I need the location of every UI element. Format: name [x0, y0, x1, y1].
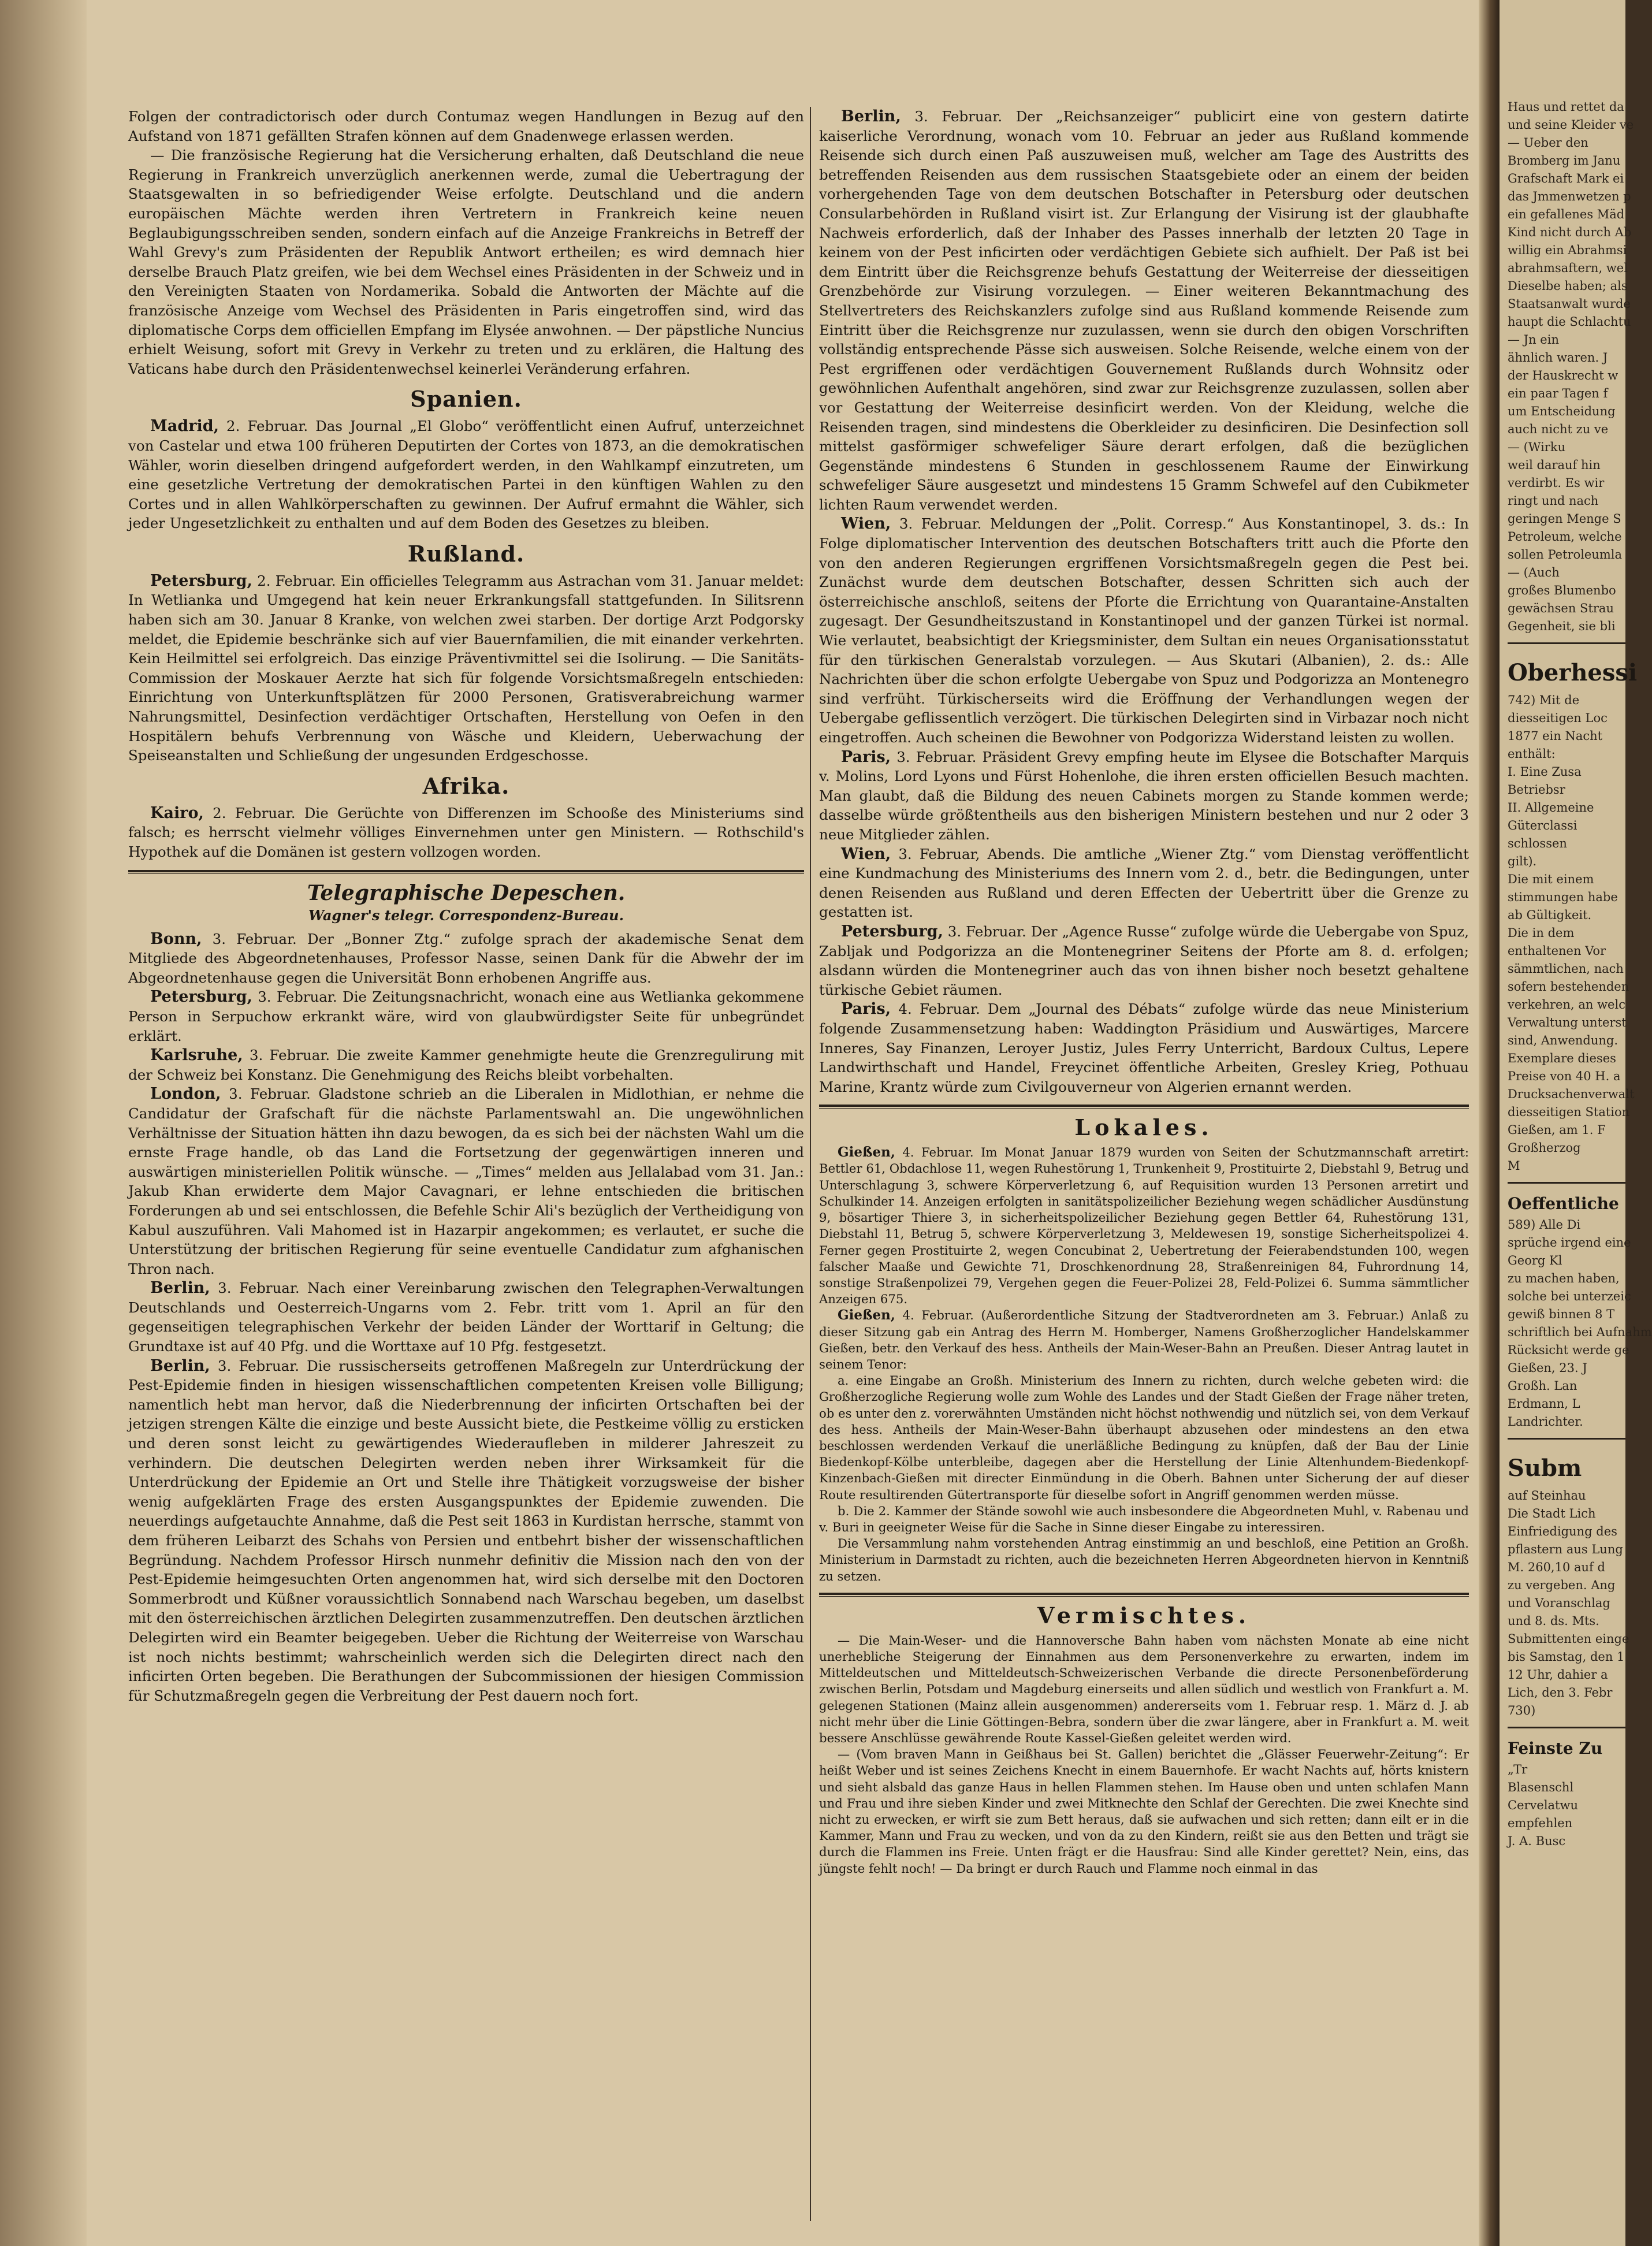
dateline-place: Wien, — [841, 515, 891, 533]
adjacent-text-line: Die in dem — [1508, 926, 1575, 940]
news-article — [128, 987, 804, 1046]
article-text: 4. Februar. Im Monat Januar 1879 wurden von Seiten der Schutzmannschaft arretirt: Bettler 61, Obdachlose 11, wegen Ruhestörung 1, Trunkenheit 9, Prostituirte 2, Diebstahl 9, Betrug und Unterschlagung 3, schwere Körperverletzung 6, auf Requisition wurden 13 Personen arretirt und Schulkinder 14. Anzeigen erfolgten in sanitätspolizeilicher Beziehung wegen schädlicher Ausdünstung 9, bösartiger Thiere 3, in sicherheitspolizeilicher Beziehung gegen Bettler 64, Ruhestörung 131, Diebstahl 11, Betrug 5, schwere Körperverletzung 3, Meldewesen 19, sonstige Sicherheitspolizei 4. Ferner gegen Prostituirte 2, wegen Concubinat 2, Uebertretung der Feierabendstunden 100, wegen falscher Maaße und Gewichte 71, Droschkenordnung 28, Straßenreinigen 84, Fuhrordnung 14, sonstige Straßenpolizei 79, Vergehen gegen die Feuer-Polizei 28, Feld-Polizei 6. Summa sämmtlicher Anzeigen 675. — [819, 1145, 1469, 1307]
adjacent-text-line: schlossen — [1508, 836, 1567, 850]
news-article — [819, 922, 1469, 999]
adjacent-text-line: M — [1508, 1159, 1520, 1173]
adjacent-text-line: und Voranschlag — [1508, 1596, 1610, 1610]
local-news-paragraph — [819, 1307, 1469, 1373]
news-article — [128, 1084, 804, 1278]
adjacent-text-line: Gießen, am 1. F — [1508, 1123, 1606, 1137]
news-article — [128, 929, 804, 988]
adjacent-text-line: Die mit einem — [1508, 872, 1594, 886]
adjacent-text-line: pflastern aus Lung — [1508, 1542, 1623, 1556]
intro-paragraphs — [128, 107, 804, 378]
spain-articles — [128, 417, 804, 533]
adjacent-text-line: Rücksicht werde ge — [1508, 1343, 1629, 1357]
adjacent-page-text — [1508, 98, 1634, 635]
adjacent-text-line: enthält: — [1508, 747, 1556, 761]
adjacent-text-line: Kind nicht durch Ab — [1508, 225, 1632, 239]
telegram-articles — [128, 929, 804, 1706]
article-text: 2. Februar. Ein officielles Telegramm aus Astrachan vom 31. Januar meldet: In Wetlianka und Umgegend hat kein neuer Erkrankungsfall stattgefunden. In Silitsrenn haben sich am 30. Januar 8 Kranke, von welchen zwei starben. Der dortige Arzt Podgorsky meldet, die Epidemie beschränke sich auf vier Bauernfamilien, die mit einander verkehrten. Kein Heilmittel sei erfolgreich. Das einzige Präventivmittel sei die Isolirung. — Die Sanitäts-Commission der Moskauer Aerzte hat sich für folgende Vorsichtsmaßregeln entschieden: Einrichtung von Unterkunftsplätzen für 2000 Personen, Gratisverabreichung warmer Nahrungsmittel, Desinfection verdächtiger Ortschaften, Herstellung von Oefen in den Hospitälern behufs Verbrennung von Wäsche und Kleidern, Ueberwachung der Speiseanstalten und Schließung der ungesunden Erdgeschosse. — [128, 572, 804, 764]
left-column — [128, 107, 804, 2221]
article-text: 3. Februar. Meldungen der „Polit. Corresp.“ Aus Konstantinopel, 3. ds.: In Folge diplomatischer Intervention des deutschen Botschafters tritt auch die Pforte den von den anderen Regierungen ergriffenen Vorsichtsmaßregeln gegen die Pest bei. Zunächst wurde dem deutschen Botschafter, dessen Schritten sich auch der österreichische anschloß, seitens der Pforte die Errichtung von Quarantaine-Anstalten zugesagt. Der Gesundheitszustand in Konstantinopel und der ganzen Türkei ist normal. Wie verlautet, beabsichtigt der Kriegsminister, dem Sultan ein neues Organisationsstatut für den türkischen Generalstab vorzulegen. — Aus Skutari (Albanien), 2. ds.: Alle Nachrichten über die schon erfolgte Uebergabe von Spuz und Podgorizza an Montenegro sind verfrüht. Türkischerseits wird die Eröffnung der Verhandlungen wegen der Uebergabe geflissentlich verzögert. Die türkischen Delegirten sind in Virbazar noch nicht eingetroffen. Auch scheinen die Bewohner von Podgorizza Widerstand leisten zu wollen. — [819, 515, 1469, 746]
adjacent-text-line: Submittenten einge — [1508, 1632, 1629, 1646]
adjacent-text-line: solche bei unterzeic — [1508, 1289, 1631, 1303]
adjacent-text-line: diesseitigen Loc — [1508, 711, 1608, 725]
news-article — [128, 571, 804, 765]
dateline-place: Karlsruhe, — [150, 1046, 243, 1065]
adjacent-text-line: Georg Kl — [1508, 1254, 1562, 1267]
section-title-telegrams: Telegraphische Depeschen. — [307, 880, 626, 905]
dateline-place: Madrid, — [150, 417, 219, 436]
section-title-lokales: Lokales. — [1074, 1114, 1214, 1141]
adjacent-text-line: gewächsen Strau — [1508, 601, 1614, 615]
adjacent-text-line: ringt und nach — [1508, 494, 1599, 508]
adjacent-text-line: Güterclassi — [1508, 819, 1577, 832]
dateline-place: London, — [150, 1085, 221, 1103]
adjacent-text-line: ab Gültigkeit. — [1508, 908, 1592, 922]
adjacent-text-line: Einfriedigung des — [1508, 1524, 1617, 1538]
book-gutter — [1479, 0, 1500, 2246]
adjacent-text-line: um Entscheidung — [1508, 404, 1616, 418]
article-text: a. eine Eingabe an Großh. Ministerium des Innern zu richten, durch welche gebeten wird: die Großherzogliche Regierung wolle zum Wohle des Landes und der Stadt Gießen der Frage näher treten, ob es unter den z. vorerwähnten Umständen nicht höchst nothwendig und nützlich sei, von dem Verkauf des hess. Antheils der Main-Weser-Bahn überhaupt abzusehen oder mindestens an den etwa beschlossen werdenden Verkauf die unerläßliche Bedingung zu knüpfen, daß der Bau der Linie Biedenkopf-Kölbe unterbleibe, dagegen aber die Herstellung der Linie Altenhundem-Biedenkopf-Kinzenbach-Gießen mit directer Einmündung in die Oberh. Bahnen unter Sicherung der auf dieser Route resultirenden Gütertransporte für dieselbe sofort in Angriff genommen werden müsse. — [819, 1373, 1469, 1502]
adjacent-text-line: Preise von 40 H. a — [1508, 1069, 1621, 1083]
dateline-place: Bonn, — [150, 929, 202, 948]
dateline-place: Berlin, — [150, 1279, 210, 1297]
adjacent-text-line: Verwaltung unterst — [1508, 1016, 1627, 1029]
article-text: 3. Februar. Die Zeitungsnachricht, wonach eine aus Wetlianka gekommene Person in Serpuchow erkrankt wäre, wird von glaubwürdigster Seite für unbegründet erklärt. — [128, 988, 804, 1044]
adjacent-text-line: Blasenschl — [1508, 1780, 1574, 1794]
adjacent-text-line: I. Eine Zusa — [1508, 765, 1582, 779]
adjacent-text-line: „Tr — [1508, 1762, 1528, 1776]
adjacent-text-line: abrahmsaftern, wel — [1508, 261, 1628, 275]
dateline-place: Berlin, — [841, 107, 901, 125]
adjacent-text-line: — Jn ein — [1508, 333, 1559, 347]
section-rule — [128, 870, 804, 872]
section-rule-thin — [128, 873, 804, 874]
dateline-place: Petersburg, — [150, 988, 252, 1006]
adjacent-text-line: 742) Mit de — [1508, 693, 1580, 707]
news-article — [819, 748, 1469, 845]
article-text: 2. Februar. Die Gerüchte von Differenzen im Schooße des Ministeriums sind falsch; es herrscht vielmehr völliges Einvernehmen unter gen Ministern. — Rothschild's Hypothek auf die Domänen ist gestern vollzogen worden. — [128, 804, 804, 860]
news-article — [128, 1356, 804, 1706]
article-text: 3. Februar. Nach einer Vereinbarung zwischen den Telegraphen-Verwaltungen Deutschlands und Oesterreich-Ungarns vom 2. Febr. tritt vom 1. April an für den gegenseitigen telegraphischen Verkehr der beiden Länder der Worttarif in Geltung; die Grundtaxe ist auf 40 Pfg. und die Worttaxe auf 10 Pfg. festgesetzt. — [128, 1280, 804, 1355]
news-article — [819, 514, 1469, 747]
page-binding-shadow — [0, 0, 87, 2246]
adjacent-text-line: — (Auch — [1508, 566, 1560, 579]
dateline-place: Petersburg, — [150, 571, 252, 590]
adjacent-text-line: Staatsanwalt wurde — [1508, 297, 1631, 311]
adjacent-text-line: und 8. ds. Mts. — [1508, 1614, 1599, 1628]
adjacent-text-line: ähnlich waren. J — [1508, 351, 1608, 365]
adjacent-text-line: Petroleum, welche — [1508, 530, 1622, 544]
miscellany-paragraph — [819, 1633, 1469, 1746]
adjacent-text-line: — Ueber den — [1508, 136, 1588, 150]
article-text: — Die Main-Weser- und die Hannoversche Bahn haben vom nächsten Monate ab eine nicht unerhebliche Steigerung der Einnahmen aus dem Personenverkehre zu erwarten, indem im Mitteldeutschen und Mitteldeutsch-Schweizerischen Verbande die directe Personenbeförderung zwischen Berlin, Potsdam und Magdeburg einerseits und allen südlich und westlich von Frankfurt a. M. gelegenen Stationen (Mainz allein ausgenommen) andererseits vom 1. Februar resp. 1. März d. J. ab nicht mehr über die Linie Göttingen-Bebra, sondern über die zwar längere, aber in Frankfurt a. M. weit bessere Anschlüsse gewährende Route Kassel-Gießen geleitet werden wird. — [819, 1633, 1469, 1745]
section-title-africa: Afrika. — [422, 772, 510, 799]
adjacent-page-fragment — [1500, 0, 1652, 2246]
adjacent-heading-oeffentliche: Oeffentliche — [1508, 1194, 1619, 1213]
dateline-place: Paris, — [841, 748, 891, 766]
dateline-place: Paris, — [841, 1000, 891, 1018]
local-news-paragraph — [819, 1503, 1469, 1535]
adjacent-text-line: Großh. Lan — [1508, 1379, 1577, 1393]
article-text: 3. Februar. Der „Agence Russe“ zufolge würde die Uebergabe von Spuz, Zabljak und Podgorizza an die Montenegriner Seitens der Pforte am 8. d. erfolgen; alsdann würden die Montenegriner auch das von ihnen bisher noch besetzt gehaltene türkische Gebiet räumen. — [819, 923, 1469, 998]
adjacent-text-line: Dieselbe haben; als — [1508, 279, 1628, 293]
dateline-place: Petersburg, — [841, 922, 943, 940]
local-news-paragraph — [819, 1373, 1469, 1503]
adjacent-text-line: geringen Menge S — [1508, 512, 1621, 526]
adjacent-notice-lines — [1508, 1487, 1629, 1720]
adjacent-text-line: 730) — [1508, 1704, 1536, 1717]
adjacent-text-line: sofern bestehenden — [1508, 980, 1629, 994]
adjacent-heading-advert: Feinste Zu — [1508, 1739, 1603, 1758]
right-column — [819, 107, 1469, 2221]
adjacent-text-line: 1877 ein Nacht — [1508, 729, 1603, 743]
news-article — [819, 107, 1469, 514]
adjacent-text-line: großes Blumenbo — [1508, 583, 1616, 597]
adjacent-text-line: auf Steinhau — [1508, 1489, 1586, 1503]
adjacent-text-line: Drucksachenverwalt — [1508, 1087, 1635, 1101]
dateline-place: Kairo, — [150, 804, 204, 822]
section-rule — [819, 1105, 1469, 1107]
adjacent-text-line: bis Samstag, den 1 — [1508, 1650, 1625, 1664]
adjacent-text-line: Betriebsr — [1508, 783, 1565, 797]
right-column-articles — [819, 107, 1469, 1096]
adjacent-heading-oberhessische: Oberhessi — [1508, 659, 1638, 686]
adjacent-text-line: M. 260,10 auf d — [1508, 1560, 1605, 1574]
local-news-paragraph — [819, 1144, 1469, 1307]
adjacent-text-line: enthaltenen Vor — [1508, 944, 1606, 958]
adjacent-text-line: zu machen haben, — [1508, 1271, 1620, 1285]
article-text: — (Vom braven Mann in Geißhaus bei St. Gallen) berichtet die „Glässer Feuerwehr-Zeitung“: Er heißt Weber und ist seines Zeichens Knecht in einem Bauernhofe. Er wacht Nachts auf, hörts knistern und sieht alsbald das ganze Haus in hellen Flammen stehen. Im Hause oben und unten schlafen Mann und Frau und ihre sieben Kinder und zwei Mitknechte den Schlaf der Gerechten. Die zwei Knechte sind nicht zu erwecken, er wirft sie zum Bett heraus, daß sie aufwachen und sich retten; dann eilt er in die Kammer, Mann und Frau zu wecken, und von da zu den Kindern, reißt sie aus den Betten und trägt sie durch die Flammen ins Freie. Unten frägt er die Hausfrau: Sind alle Kinder gerettet? Nein, eins, das jüngste fehlt noch! — Da bringt er durch Rauch und Flamme noch einmal in das — [819, 1747, 1469, 1876]
article-text: Die Versammlung nahm vorstehenden Antrag einstimmig an und beschloß, eine Petition an Großh. Ministerium in Darmstadt zu richten, auch die bezeichneten Herren Abgeordneten hiervon in Kenntniß zu setzen. — [819, 1536, 1469, 1583]
section-rule — [819, 1593, 1469, 1595]
article-text: 3. Februar. Der „Bonner Ztg.“ zufolge sprach der akademische Senat dem Mitgliede des Abgeordnetenhauses, Professor Nasse, seinen Dank für die Abwehr der im Abgeordnetenhause gegen die Universität Bonn erhobenen Angriffe aus. — [128, 930, 804, 986]
dateline-place: Wien, — [841, 845, 891, 863]
article-paragraph: — Die französische Regierung hat die Versicherung erhalten, daß Deutschland die neue Regierung in Frankreich unverzüglich anerkennen werde, zumal die Uebertragung der Staatsgewalten in so befriedigender Weise erfolgte. Deutschland und die andern europäischen Mächte werden ihren Vertretern in Frankreich keine neuen Beglaubigungsschreiben senden, sondern einfach auf die Anzeige Frankreichs in Betreff der Wahl Grevy's zum Präsidenten der Republik Antwort ertheilen; es wird demnach hier derselbe Brauch Platz greifen, wie bei dem Wechsel eines Präsidenten in der Schweiz und in den Vereinigten Staaten von Nordamerika. Sobald die Antworten der Mächte auf die französische Anzeige vom Wechsel des Präsidenten in Paris eingetroffen sind, wird das diplomatische Corps dem officiellen Empfang im Elysée anwohnen. — Der päpstliche Nuncius erhielt Weisung, sofort mit Grevy in Verkehr zu treten und zu erklären, die Haltung des Vaticans habe durch den Präsidentenwechsel keinerlei Veränderung erfahren. — [128, 147, 804, 377]
adjacent-text-line: zu vergeben. Ang — [1508, 1578, 1616, 1592]
news-article — [128, 1278, 804, 1356]
adjacent-text-line: 12 Uhr, dahier a — [1508, 1668, 1608, 1682]
adjacent-text-line: haupt die Schlachtu — [1508, 315, 1631, 329]
adjacent-text-line: verkehren, an welc — [1508, 998, 1625, 1012]
article-text: 3. Februar. Der „Reichsanzeiger“ publicirt eine von gestern datirte kaiserliche Verordnung, wonach vom 10. Februar an jeder aus Rußland kommende Reisende sich durch einen Paß auszuweisen muß, welcher am Tage des Austritts des betreffenden Reisenden aus dem russischen Staatsgebiete oder an einem der beiden vorhergehenden Tage von dem deutschen Botschafter in Petersburg oder deutschen Consularbehörden in Rußland visirt ist. Zur Erlangung der Visirung ist der glaubhafte Nachweis erforderlich, daß der Inhaber des Passes innerhalb der letzten 20 Tage in keinem von der Pest inficirten oder verdächtigen Gebiete sich aufhielt. Der Paß ist bei dem Eintritt über die Reichsgrenze behufs Gestattung der Weiterreise der diesseitigen Grenzbehörde zur Visirung vorzulegen. — Einer weiteren Bekanntmachung des Stellvertreters des Reichskanzlers zufolge sind aus Rußland kommende Reisende zum Eintritt über die Reichsgrenze nur zuzulassen, wenn sie durch den obigen Vorschriften vollständig entsprechende Pässe sich ausweisen. Solche Reisende, welche einem von der Pest ergriffenen oder verdächtigen Gouvernement Rußlands durch Wohnsitz oder gewöhnlichen Aufenthalt angehören, sind zwar zur Reichsgrenze zuzulassen, sollen aber vor Gestattung der Weiterreise desinficirt werden. Von der Kleidung, welche die Reisenden tragen, sind mindestens die Oberkleider zu desinficiren. Die Desinfection soll mittelst gasförmiger schwefeliger Säure derart erfolgen, daß die bezüglichen Gegenstände mindestens 6 Stunden in geschlossenem Raume der Einwirkung schwefeliger Säure ausgesetzt und mindestens 15 Gramm Schwefel auf den Cubikmeter lichten Raum verwendet werden. — [819, 108, 1469, 513]
section-title-vermischtes: Vermischtes. — [1037, 1602, 1251, 1628]
adjacent-text-line: 589) Alle Di — [1508, 1218, 1581, 1232]
adjacent-text-line: empfehlen — [1508, 1816, 1573, 1830]
news-article — [819, 999, 1469, 1096]
adjacent-text-line: Haus und rettet da — [1508, 100, 1624, 114]
adjacent-text-line: Gießen, 23. J — [1508, 1361, 1587, 1375]
adjacent-text-line: gewiß binnen 8 T — [1508, 1307, 1615, 1321]
lokales-articles — [819, 1144, 1469, 1584]
adjacent-text-line: J. A. Busc — [1508, 1834, 1566, 1848]
adjacent-text-line: sämmtlichen, nach — [1508, 962, 1624, 976]
section-rule-thin — [819, 1108, 1469, 1109]
adjacent-page-rule — [1508, 1438, 1625, 1440]
russia-articles — [128, 571, 804, 765]
section-title-spain: Spanien. — [410, 386, 522, 412]
column-divider — [810, 107, 811, 2221]
adjacent-text-line: Landrichter. — [1508, 1415, 1583, 1429]
local-news-paragraph — [819, 1535, 1469, 1585]
adjacent-text-line: Gegenheit, sie bli — [1508, 619, 1616, 633]
article-text: 4. Februar. (Außerordentliche Sitzung der Stadtverordneten am 3. Februar.) Anlaß zu dieser Sitzung gab ein Antrag des Herrn M. Homberger, Namens Großherzoglicher Handelskammer Gießen, betr. den Verkauf des hess. Antheils der Main-Weser-Bahn an Preußen. Dieser Antrag lautet in seinem Tenor: — [819, 1308, 1469, 1371]
dateline-place: Gießen, — [838, 1144, 895, 1161]
adjacent-page-rule — [1508, 642, 1625, 644]
adjacent-text-line: gilt). — [1508, 854, 1537, 868]
miscellany-paragraph — [819, 1746, 1469, 1877]
adjacent-notice-lines — [1508, 691, 1635, 1175]
adjacent-page-rule — [1508, 1727, 1625, 1728]
section-title-russia: Rußland. — [407, 540, 525, 567]
dateline-place: Berlin, — [150, 1356, 210, 1375]
adjacent-text-line: und seine Kleider ve — [1508, 118, 1634, 132]
adjacent-heading-submission: Subm — [1508, 1455, 1582, 1482]
adjacent-text-line: stimmungen habe — [1508, 890, 1618, 904]
news-article — [128, 1046, 804, 1084]
adjacent-text-line: auch nicht zu ve — [1508, 422, 1609, 436]
adjacent-text-line: ein paar Tagen f — [1508, 386, 1608, 400]
adjacent-text-line: Die Stadt Lich — [1508, 1507, 1596, 1520]
adjacent-text-line: der Hauskrecht w — [1508, 369, 1618, 382]
adjacent-text-line: Großherzog — [1508, 1141, 1581, 1155]
article-text: b. Die 2. Kammer der Stände sowohl wie auch insbesondere die Abgeordneten Muhl, v. Rabenau und v. Buri in geeigneter Weise für die Sache in Sinne dieser Eingabe zu interessiren. — [819, 1503, 1469, 1534]
adjacent-text-line: Exemplare dieses — [1508, 1051, 1616, 1065]
news-article — [819, 845, 1469, 922]
article-text: 2. Februar. Das Journal „El Globo“ veröffentlicht einen Aufruf, unterzeichnet von Castelar und etwa 100 früheren Deputirten der Cortes von 1873, an die demokratischen Wähler, worin dieselben dringend aufgefordert werden, in den Wahlkampf einzutreten, um eine gesetzliche Vertretung der demokratischen Partei in den künftigen Wahlen zu den Cortes und in allen Wahlkörperschaften zu gewinnen. Der Aufruf ermahnt die Wähler, sich jeder Ungesetzlichkeit zu enthalten und auf dem Boden des Gesetzes zu bleiben. — [128, 418, 804, 532]
adjacent-text-line: verdirbt. Es wir — [1508, 476, 1605, 490]
adjacent-text-line: II. Allgemeine — [1508, 801, 1594, 815]
telegrams-subtitle: Wagner's telegr. Correspondenz-Bureau. — [308, 906, 624, 924]
article-text: 3. Februar. Gladstone schrieb an die Liberalen in Midlothian, er nehme die Candidatur der Grafschaft für die nächste Parlamentswahl an. Die ungewöhnlichen Verhältnisse der Situation hätten ihn dazu bewogen, da es sich bei der nächsten Wahl um die ernste Frage handle, ob das Land die Fortsetzung der gegenwärtigen inneren und auswärtigen ministeriellen Politik wünsche. — „Times“ melden aus Jellalabad vom 31. Jan.: Jakub Khan erwiderte dem Major Cavagnari, er lehne entschieden die britischen Forderungen ab und sei entschlossen, die Befehle Schir Ali's bezüglich der Vertheidigung von Kabul auszuführen. Vali Mahomed ist in Hazarpir angekommen; es verlautet, er suche die Unterstützung der britischen Regierung für seine eventuelle Candidatur zum afghanischen Thron nach. — [128, 1085, 804, 1277]
article-text: 4. Februar. Dem „Journal des Débats“ zufolge würde das neue Ministerium folgende Zusammensetzung haben: Waddington Präsidium und Auswärtiges, Marcere Inneres, Say Finanzen, Leroyer Justiz, Jules Ferry Unterricht, Bardoux Cultus, Lepere Landwirthschaft und Handel, Freycinet öffentliche Arbeiten, Gresley Krieg, Pothuau Marine, Krantz würde zum Civilgouverneur von Algerien ernannt werden. — [819, 1001, 1469, 1095]
adjacent-page-rule — [1508, 1182, 1625, 1184]
adjacent-text-line: sind, Anwendung. — [1508, 1033, 1618, 1047]
dateline-place: Gießen, — [838, 1307, 895, 1323]
adjacent-text-line: ein gefallenes Mäd — [1508, 207, 1625, 221]
adjacent-text-line: das Jmmenwetzen p — [1508, 189, 1631, 203]
africa-articles — [128, 804, 804, 862]
adjacent-text-line: weil darauf hin — [1508, 458, 1601, 472]
adjacent-text-line: willig ein Abrahmsi — [1508, 243, 1627, 257]
section-rule-thin — [819, 1596, 1469, 1597]
article-text: 3. Februar. Präsident Grevy empfing heute im Elysee die Botschafter Marquis v. Molins, Lord Lyons und Fürst Hohenlohe, die ihren ersten officiellen Besuch machten. Man glaubt, daß die Bildung des neuen Cabinets morgen zu Stande kommen werde; dasselbe würde größtentheils aus den bisherigen Ministern bestehen und nur 2 oder 3 neue Mitglieder zählen. — [819, 748, 1469, 843]
news-article — [128, 804, 804, 862]
adjacent-text-line: sollen Petroleumla — [1508, 548, 1623, 562]
vermischtes-articles — [819, 1633, 1469, 1877]
adjacent-notice-lines — [1508, 1216, 1652, 1431]
article-text: 3. Februar. Die russischerseits getroffenen Maßregeln zur Unterdrückung der Pest-Epidemie finden in hiesigen wissenschaftlichen competenten Kreisen volle Billigung; namentlich hebt man hervor, daß die Niederbrennung der inficirten Ortschaften bei der jetzigen strengen Kälte die einzige und beste Aussicht biete, die Pestkeime völlig zu ersticken und deren sonst leicht zu gewärtigendes Wiederaufleben in milderer Jahreszeit zu verhindern. Die deutschen Delegirten werden neben ihrer Wirksamkeit für die Unterdrückung der Epidemie an Ort und Stelle ihre Thätigkeit vorzugsweise der bisher wenig aufgeklärten Frage des ersten Ausgangspunktes der Epidemie zuwenden. Die neuerdings aufgetauchte Annahme, daß die Pest seit 1863 in Kurdistan herrsche, stammt von dem früheren Leibarzt des Schahs von Persien und entbehrt bisher der wissenschaftlichen Begründung. Nachdem Professor Hirsch nunmehr definitiv die Mission nach den von der Pest-Epidemie heimgesuchten Orten angenommen hat, wird sich derselbe mit den Doctoren Sommerbrodt und Küßner voraussichtlich Sonnabend nach Warschau begeben, um daselbst mit den österreichischen ärztlichen Delegirten zusammenzutreffen. Den deutschen ärztlichen Delegirten wird ein Beamter beigegeben. Ueber die Richtung der Weiterreise von Warschau ist noch nichts bestimmt; wahrscheinlich werden sich die Delegirten direct nach den inficirten Orten begeben. Die Berathungen der Subcommissionen der hiesigen Commission für Schutzmaßregeln gegen die Verbreitung der Pest dauern noch fort. — [128, 1357, 804, 1704]
adjacent-text-line: diesseitigen Station — [1508, 1105, 1630, 1119]
adjacent-text-line: — (Wirku — [1508, 440, 1566, 454]
adjacent-text-line: sprüche irgend eine — [1508, 1236, 1631, 1250]
adjacent-text-line: Lich, den 3. Febr — [1508, 1686, 1613, 1700]
article-paragraph: Folgen der contradictorisch oder durch Contumaz wegen Handlungen in Bezug auf den Aufstand von 1871 gefällten Strafen können auf dem Gnadenwege erlassen werden. — [128, 108, 804, 144]
adjacent-text-line: Cervelatwu — [1508, 1798, 1579, 1812]
adjacent-notice-lines — [1508, 1761, 1625, 1850]
article-text: 3. Februar. Die zweite Kammer genehmigte heute die Grenzregulirung mit der Schweiz bei Konstanz. Die Genehmigung des Reichs bleibt vorbehalten. — [128, 1047, 804, 1083]
adjacent-text-line: Bromberg im Janu — [1508, 154, 1621, 168]
news-article — [128, 417, 804, 533]
article-text: 3. Februar, Abends. Die amtliche „Wiener Ztg.“ vom Dienstag veröffentlicht eine Kundmachung des Ministeriums des Innern vom 2. d., betr. die Bedingungen, unter denen Reisenden aus Rußland und deren Effecten der Uebertritt über die Grenze zu gestatten ist. — [819, 845, 1469, 921]
adjacent-text-line: Erdmann, L — [1508, 1397, 1580, 1411]
adjacent-text-line: Grafschaft Mark ei — [1508, 172, 1624, 185]
adjacent-text-line: schriftlich bei Aufnahm — [1508, 1325, 1652, 1339]
